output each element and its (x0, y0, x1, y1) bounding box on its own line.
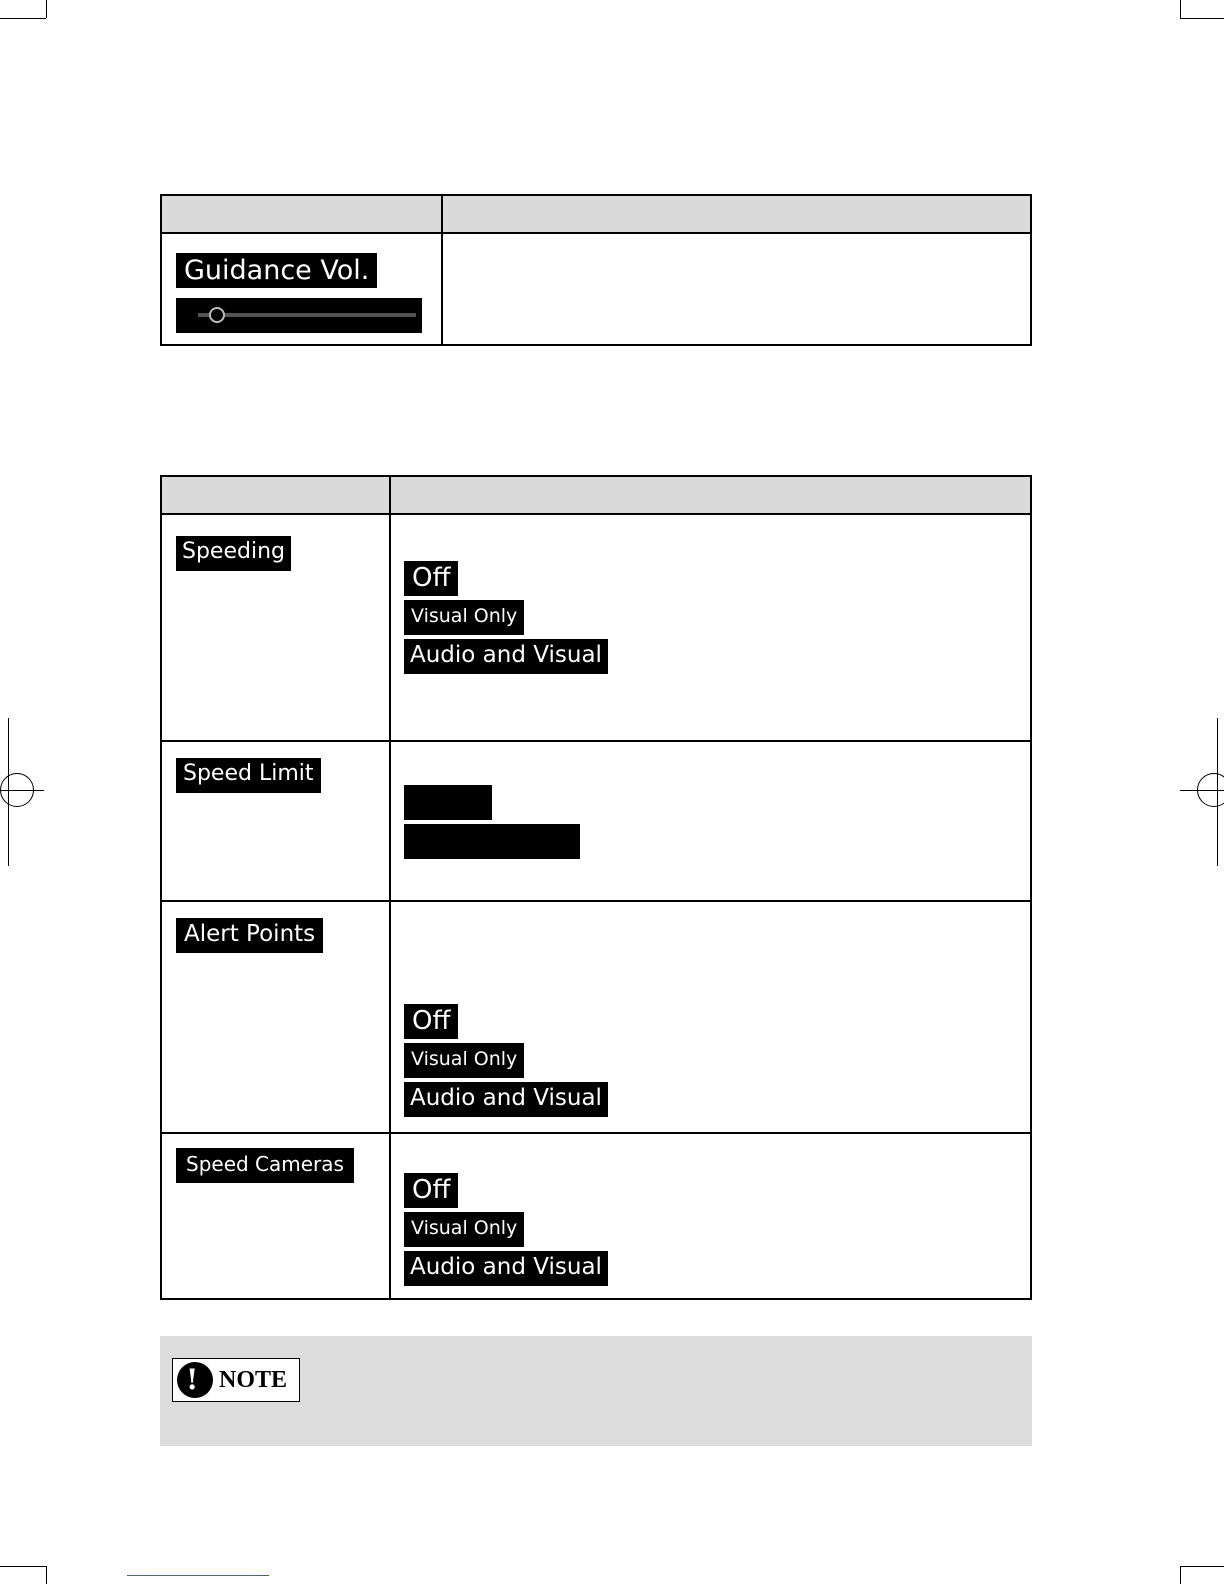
speed-cameras-off-option[interactable]: Off (404, 1173, 458, 1208)
slider-thumb[interactable] (209, 307, 225, 323)
speeding-visual-only-option[interactable]: Visual Only (404, 600, 524, 635)
row-divider (162, 900, 1030, 902)
note-label (172, 1358, 300, 1402)
footer-link-underline[interactable] (127, 1575, 269, 1576)
column-divider (441, 196, 443, 344)
alerts-table (160, 475, 1032, 1300)
alert-points-off-option[interactable]: Off (404, 1004, 458, 1039)
speeding-button[interactable]: Speeding (176, 536, 291, 571)
speed-limit-button[interactable]: Speed Limit (176, 758, 321, 793)
speed-cameras-audio-visual-option[interactable]: Audio and Visual (404, 1251, 608, 1286)
registration-circle (1197, 773, 1224, 807)
crop-mark (1180, 1566, 1181, 1584)
note-title: NOTE (219, 1366, 288, 1393)
note-exclamation-icon (177, 1362, 213, 1398)
crop-mark (0, 18, 46, 19)
speeding-off-option[interactable]: Off (404, 561, 458, 596)
speed-limit-option-2[interactable] (404, 824, 580, 859)
table-header (162, 196, 1030, 234)
crop-mark (46, 0, 47, 18)
speed-cameras-visual-only-option[interactable]: Visual Only (404, 1212, 524, 1247)
volume-table (160, 194, 1032, 346)
guidance-vol-button[interactable]: Guidance Vol. (176, 253, 377, 288)
crop-mark (1180, 1566, 1224, 1567)
crop-mark (1180, 18, 1224, 19)
column-divider (389, 477, 391, 1298)
note-box (160, 1336, 1032, 1446)
slider-track (198, 313, 416, 317)
guidance-vol-slider[interactable] (176, 298, 422, 333)
alert-points-visual-only-option[interactable]: Visual Only (404, 1043, 524, 1078)
alert-points-audio-visual-option[interactable]: Audio and Visual (404, 1082, 608, 1117)
table-header (162, 477, 1030, 515)
crop-mark (46, 1566, 47, 1584)
speed-cameras-button[interactable]: Speed Cameras (176, 1148, 354, 1183)
speed-limit-option-1[interactable] (404, 785, 492, 820)
alert-points-button[interactable]: Alert Points (176, 918, 323, 953)
registration-circle (0, 773, 34, 807)
speeding-audio-visual-option[interactable]: Audio and Visual (404, 639, 608, 674)
row-divider (162, 740, 1030, 742)
crop-mark (1180, 0, 1181, 18)
crop-mark (0, 1566, 46, 1567)
row-divider (162, 1132, 1030, 1134)
